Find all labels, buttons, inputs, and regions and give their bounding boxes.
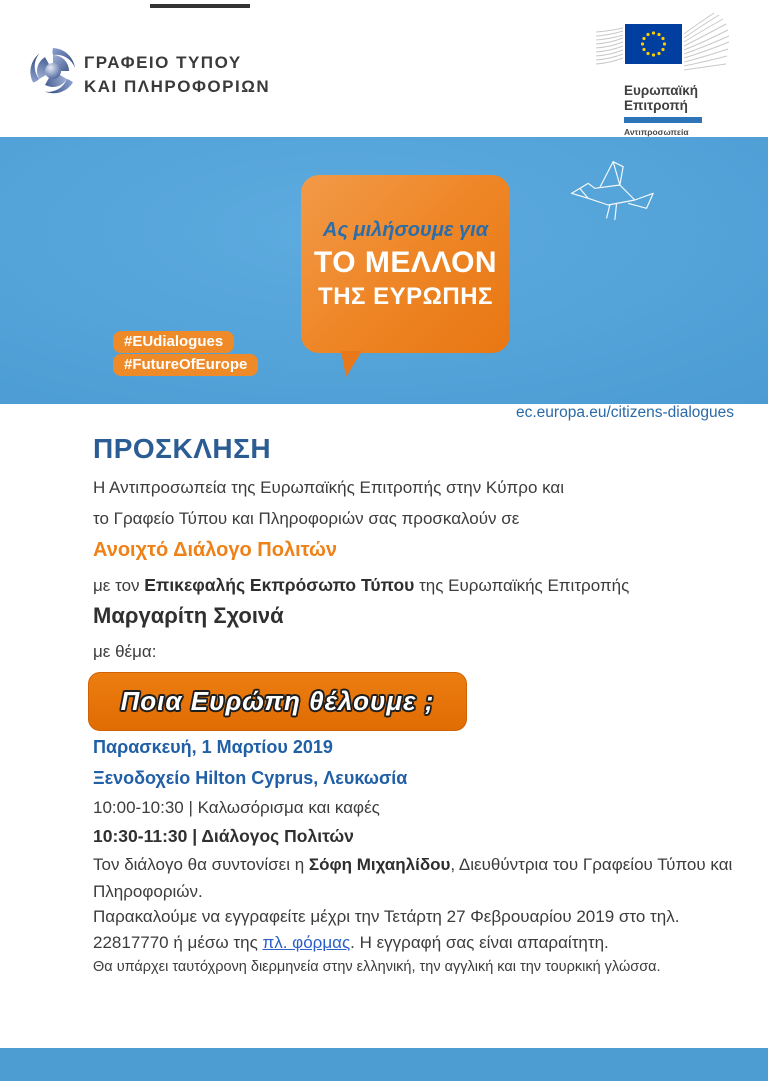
- press-office-logo-icon: [28, 46, 78, 101]
- intro-line2: το Γραφείο Τύπου και Πληροφοριών σας προσκαλούν σε: [93, 509, 520, 528]
- press-office-logo-text: [84, 51, 270, 99]
- moderator-line1: [93, 855, 732, 875]
- eu-flag-icon: [625, 24, 682, 64]
- hashtag-futureofeurope: #FutureOfEurope: [113, 354, 258, 376]
- ec-logo-blue-bar: [624, 117, 702, 123]
- speaker-name: Μαργαρίτη Σχοινά: [93, 603, 284, 628]
- citizens-dialogues-link[interactable]: ec.europa.eu/citizens-dialogues: [516, 404, 734, 421]
- footer-bar: [0, 1048, 768, 1081]
- registration-line2: [93, 933, 609, 953]
- ec-sub-line1: Αντιπροσωπεία: [624, 127, 689, 137]
- speech-bubble: [301, 175, 510, 353]
- european-commission-logo: [596, 12, 746, 148]
- event-venue: Ξενοδοχείο Hilton Cyprus, Λευκωσία: [93, 768, 408, 788]
- ec-logo-graphic: [596, 12, 746, 76]
- top-dash-mark: [150, 4, 250, 8]
- theme-banner-text: Ποια Ευρώπη θέλουμε ;: [120, 686, 435, 716]
- campaign-banner: [0, 137, 768, 404]
- registration-line1: Παρακαλούμε να εγγραφείτε μέχρι την Τετάρτη 27 Φεβρουαρίου 2019 στο τηλ.: [93, 907, 680, 926]
- bubble-line3: ΤΗΣ ΕΥΡΩΠΗΣ: [318, 283, 493, 310]
- moderator-name: Σόφη Μιχαηλίδου: [308, 855, 451, 874]
- registration-prefix: 22817770 ή μέσω της: [93, 933, 263, 952]
- bubble-line2: ΤΟ ΜΕΛΛΟΝ: [313, 246, 498, 279]
- schedule-item-1: 10:00-10:30 | Καλωσόρισμα και καφές: [93, 798, 380, 817]
- theme-banner: [88, 672, 467, 731]
- intro-line1: Η Αντιπροσωπεία της Ευρωπαϊκής Επιτροπής στην Κύπρο και: [93, 478, 565, 497]
- origami-dove-icon: [568, 155, 660, 240]
- ec-name-line2: Επιτροπή: [624, 98, 688, 113]
- theme-label: με θέμα:: [93, 642, 157, 661]
- ec-name-line1: Ευρωπαϊκή: [624, 83, 699, 98]
- hashtag-eudialogues: #EUdialogues: [113, 331, 234, 353]
- moderator-prefix: Τον διάλογο θα συντονίσει η: [93, 855, 309, 874]
- registration-form-link[interactable]: πλ. φόρμας: [262, 933, 351, 952]
- speaker-role-line: [93, 575, 629, 596]
- registration-suffix: . Η εγγραφή σας είναι απαραίτητη.: [350, 933, 609, 952]
- speaker-role: Επικεφαλής Εκπρόσωπο Τύπου: [144, 575, 415, 595]
- bubble-line1: Ας μιλήσουμε για: [322, 219, 489, 241]
- moderator-line2: Πληροφοριών.: [93, 882, 203, 901]
- event-date: Παρασκευή, 1 Μαρτίου 2019: [93, 737, 333, 757]
- page-title: ΠΡΟΣΚΛΗΣΗ: [93, 433, 272, 464]
- press-office-line1: ΓΡΑΦΕΙΟ ΤΥΠΟΥ: [84, 53, 242, 72]
- press-office-line2: ΚΑΙ ΠΛΗΡΟΦΟΡΙΩΝ: [84, 77, 271, 96]
- event-type-heading: Ανοιχτό Διάλογο Πολιτών: [93, 539, 338, 561]
- with-prefix: με τον: [93, 576, 145, 595]
- schedule-item-2: 10:30-11:30 | Διάλογος Πολιτών: [93, 826, 354, 846]
- interpretation-note: Θα υπάρχει ταυτόχρονη διερμηνεία στην ελληνική, την αγγλική και την τουρκική γλώσσα.: [93, 959, 661, 975]
- moderator-suffix: , Διευθύντρια του Γραφείου Τύπου και: [450, 855, 733, 874]
- with-suffix: της Ευρωπαϊκής Επιτροπής: [414, 576, 630, 595]
